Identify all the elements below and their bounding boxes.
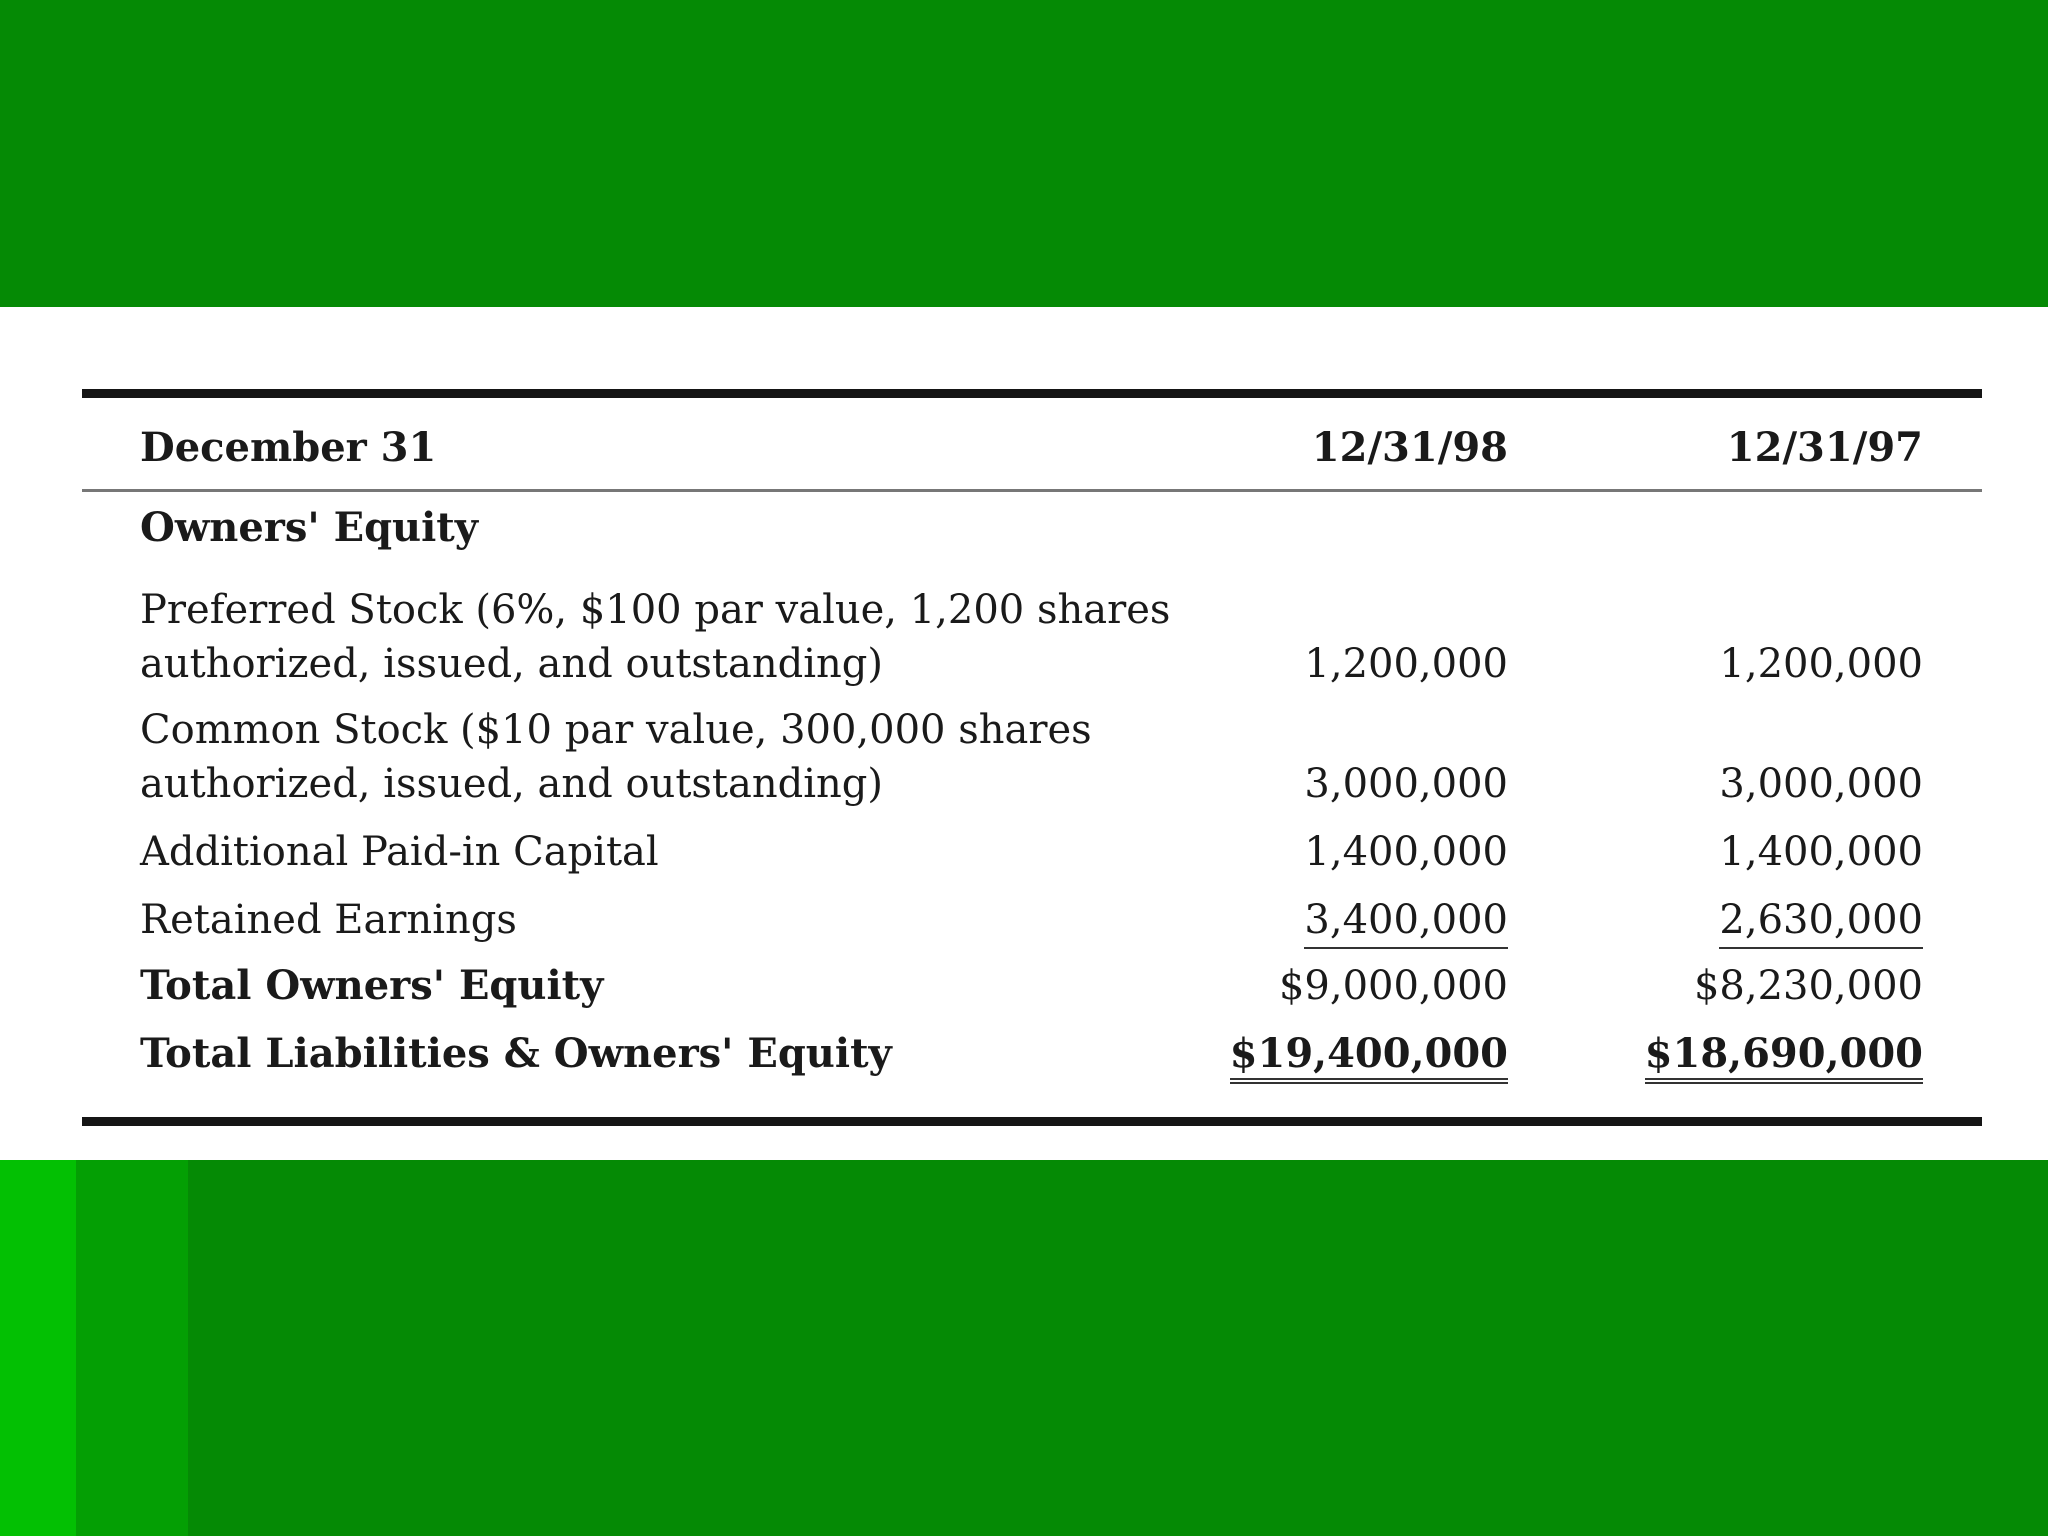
header-col-1998: 12/31/98 [1311, 424, 1508, 471]
row-total-liabilities-equity-1997: $18,690,000 [1645, 1030, 1923, 1084]
section-title: Owners' Equity [140, 504, 479, 551]
row-retained-earnings-1998: 3,400,000 [1304, 893, 1508, 949]
row-additional-paid-in-1998: 1,400,000 [1304, 829, 1508, 875]
top-green-band [0, 0, 2048, 307]
row-retained-earnings-1997: 2,630,000 [1719, 893, 1923, 949]
bottom-accent-mid [76, 1160, 188, 1536]
row-total-liabilities-equity-label: Total Liabilities & Owners' Equity [140, 1030, 892, 1077]
row-preferred-stock-label-1: Preferred Stock (6%, $100 par value, 1,200 shares [140, 587, 1171, 633]
row-total-owners-equity-1998: $9,000,000 [1278, 963, 1508, 1009]
header-col-1997: 12/31/97 [1726, 424, 1923, 471]
row-common-stock-1998: 3,000,000 [1304, 761, 1508, 807]
row-retained-earnings-label: Retained Earnings [140, 897, 517, 943]
row-preferred-stock-1997: 1,200,000 [1719, 641, 1923, 687]
table-top-rule [82, 389, 1982, 398]
row-total-liabilities-equity-1998: $19,400,000 [1230, 1030, 1508, 1084]
row-additional-paid-in-1997: 1,400,000 [1719, 829, 1923, 875]
row-total-owners-equity-1997: $8,230,000 [1693, 963, 1923, 1009]
header-label: December 31 [140, 424, 437, 471]
bottom-green-band [0, 1160, 2048, 1536]
row-common-stock-1997: 3,000,000 [1719, 761, 1923, 807]
equity-table-panel [0, 307, 2048, 1160]
bottom-accent-light [0, 1160, 76, 1536]
row-preferred-stock-1998: 1,200,000 [1304, 641, 1508, 687]
row-common-stock-label-1: Common Stock ($10 par value, 300,000 shares [140, 707, 1092, 753]
table-bottom-rule [82, 1117, 1982, 1126]
row-preferred-stock-label-2: authorized, issued, and outstanding) [140, 641, 883, 687]
row-total-owners-equity-label: Total Owners' Equity [140, 962, 604, 1009]
header-rule [82, 489, 1982, 492]
row-additional-paid-in-label: Additional Paid-in Capital [140, 829, 659, 875]
row-common-stock-label-2: authorized, issued, and outstanding) [140, 761, 883, 807]
